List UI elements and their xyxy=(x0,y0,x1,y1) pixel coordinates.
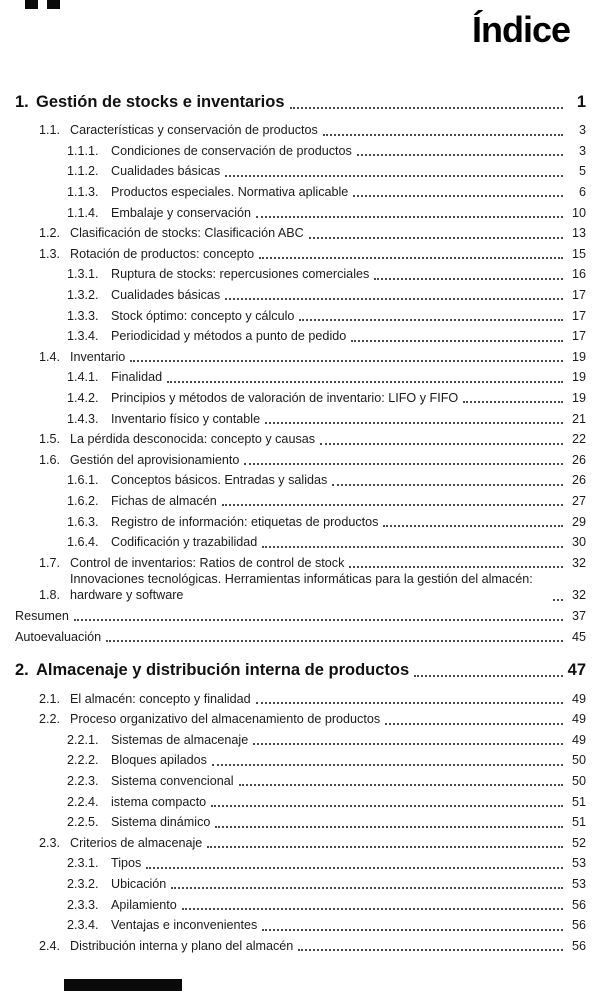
entry-title: Stock óptimo: concepto y cálculo xyxy=(111,308,295,323)
entry-number: 1.3.1. xyxy=(67,267,99,282)
toc-entry-row xyxy=(15,283,586,304)
entry-page-number: 37 xyxy=(571,609,586,624)
entry-page-number: 21 xyxy=(571,411,586,426)
entry-page-number: 53 xyxy=(571,856,586,871)
dot-leader xyxy=(211,805,563,807)
entry-title: Tipos xyxy=(111,856,142,871)
toc-entry-row xyxy=(15,728,586,749)
entry-title: La pérdida desconocida: concepto y causas xyxy=(70,432,316,447)
entry-number: 2.2.2. xyxy=(67,753,99,768)
toc-entry-row xyxy=(15,159,586,180)
dot-leader xyxy=(244,463,563,465)
dot-leader xyxy=(320,443,563,445)
entry-page-number: 47 xyxy=(567,661,586,679)
entry-page-number: 56 xyxy=(571,918,586,933)
entry-title: Finalidad xyxy=(111,370,163,385)
toc-entry-row xyxy=(15,365,586,386)
dot-leader xyxy=(171,887,563,889)
toc-entry-row xyxy=(15,221,586,242)
entry-number: 2.3.2. xyxy=(67,877,99,892)
dot-leader xyxy=(332,484,563,486)
entry-title: Inventario físico y contable xyxy=(111,411,261,426)
page-title: Índice xyxy=(471,9,570,50)
toc-entry-row xyxy=(15,406,586,427)
entry-title: Cualidades básicas xyxy=(111,164,221,179)
dot-leader xyxy=(323,134,563,136)
entry-number: 1.2. xyxy=(39,226,61,241)
entry-page-number: 1 xyxy=(576,92,586,111)
dot-leader xyxy=(130,360,563,362)
entry-number: 1.1.3. xyxy=(67,185,99,200)
toc-entry-row xyxy=(15,831,586,852)
entry-page-number: 49 xyxy=(571,691,586,706)
entry-page-number: 19 xyxy=(571,390,586,405)
entry-number: 2.2.4. xyxy=(67,794,99,809)
toc-entry-row xyxy=(15,851,586,872)
toc-entry-row xyxy=(15,624,586,645)
entry-number: 1.4.1. xyxy=(67,370,99,385)
entry-page-number: 3 xyxy=(578,123,586,138)
toc-entry-row xyxy=(15,324,586,345)
entry-page-number: 49 xyxy=(571,712,586,727)
toc-entry-row xyxy=(15,448,586,469)
dot-leader xyxy=(225,298,563,300)
entry-title: Embalaje y conservación xyxy=(111,205,252,220)
dot-leader xyxy=(74,619,563,621)
entry-page-number: 50 xyxy=(571,753,586,768)
toc-entry-row xyxy=(15,118,586,139)
entry-title: Bloques apilados xyxy=(111,753,207,768)
toc-entry-row xyxy=(15,872,586,893)
entry-number: 2.3.4. xyxy=(67,918,99,933)
toc-entry-row xyxy=(15,386,586,407)
dot-leader xyxy=(351,340,563,342)
entry-number: 1.4.2. xyxy=(67,390,99,405)
entry-title: Proceso organizativo del almacenamiento de productos xyxy=(70,712,381,727)
entry-number: 2.2.1. xyxy=(67,732,99,747)
toc-entry-row xyxy=(15,748,586,769)
entry-title: Apilamiento xyxy=(111,897,177,912)
entry-page-number: 10 xyxy=(571,205,586,220)
dot-leader xyxy=(383,525,563,527)
entry-title: Principios y métodos de valoración de inventario: LIFO y FIFO xyxy=(111,390,459,405)
entry-title: Ubicación xyxy=(111,877,167,892)
entry-number: 2.2.3. xyxy=(67,774,99,789)
toc-list xyxy=(0,50,600,955)
dot-leader xyxy=(256,216,563,218)
toc-entry-row xyxy=(15,686,586,707)
entry-number: 2.3.1. xyxy=(67,856,99,871)
entry-number: 1.1.2. xyxy=(67,164,99,179)
entry-number: 2.4. xyxy=(39,938,61,953)
dot-leader xyxy=(262,929,563,931)
entry-number: 2.2.5. xyxy=(67,815,99,830)
entry-title: Distribución interna y plano del almacén xyxy=(70,938,294,953)
entry-title: istema compacto xyxy=(111,794,207,809)
entry-page-number: 13 xyxy=(571,226,586,241)
entry-page-number: 56 xyxy=(571,938,586,953)
toc-chapter-row xyxy=(15,660,586,681)
dot-leader xyxy=(357,154,563,156)
toc-chapter-row xyxy=(15,92,586,113)
entry-number: 1.3.4. xyxy=(67,329,99,344)
entry-number: 2.1. xyxy=(39,691,61,706)
dot-leader xyxy=(259,257,563,259)
entry-page-number: 17 xyxy=(571,288,586,303)
dot-leader xyxy=(553,599,563,601)
toc-entry-row xyxy=(15,913,586,934)
toc-entry-row xyxy=(15,810,586,831)
entry-page-number: 5 xyxy=(578,164,586,179)
entry-title: Ventajas e inconvenientes xyxy=(111,918,258,933)
toc-entry-row xyxy=(15,468,586,489)
toc-entry-row xyxy=(15,551,586,572)
entry-number: 2.2. xyxy=(39,712,61,727)
dot-leader xyxy=(239,784,563,786)
entry-title: Conceptos básicos. Entradas y salidas xyxy=(111,473,328,488)
entry-page-number: 56 xyxy=(571,897,586,912)
entry-number: 1. xyxy=(15,92,29,111)
entry-page-number: 27 xyxy=(571,493,586,508)
entry-number: 2. xyxy=(15,661,29,679)
entry-title: Innovaciones tecnológicas. Herramientas informáticas para la gestión del almacén: hardware y software xyxy=(70,572,533,603)
entry-title: Autoevaluación xyxy=(15,629,102,644)
dot-leader xyxy=(353,195,563,197)
toc-entry-row xyxy=(15,604,586,625)
entry-page-number: 32 xyxy=(571,588,586,603)
entry-number: 1.6.3. xyxy=(67,514,99,529)
footer-bar xyxy=(64,979,182,991)
entry-number: 1.6.4. xyxy=(67,535,99,550)
entry-page-number: 19 xyxy=(571,349,586,364)
entry-page-number: 15 xyxy=(571,246,586,261)
dot-leader xyxy=(262,546,563,548)
entry-page-number: 32 xyxy=(571,555,586,570)
entry-title: Condiciones de conservación de productos xyxy=(111,143,352,158)
entry-number: 2.3. xyxy=(39,835,61,850)
toc-entry-row xyxy=(15,509,586,530)
entry-page-number: 29 xyxy=(571,514,586,529)
dot-leader xyxy=(106,640,563,642)
dot-leader xyxy=(374,278,563,280)
entry-title: Gestión del aprovisionamiento xyxy=(70,452,240,467)
entry-number: 1.3.3. xyxy=(67,308,99,323)
toc-entry-row xyxy=(15,427,586,448)
toc-entry-row xyxy=(15,345,586,366)
dot-leader xyxy=(265,422,563,424)
entry-page-number: 51 xyxy=(571,815,586,830)
entry-number: 1.4. xyxy=(39,349,61,364)
entry-page-number: 30 xyxy=(571,535,586,550)
dot-leader xyxy=(167,381,563,383)
entry-number: 1.3.2. xyxy=(67,288,99,303)
entry-page-number: 53 xyxy=(571,877,586,892)
print-registration-mark xyxy=(25,0,38,9)
dot-leader xyxy=(463,401,563,403)
entry-title: Sistema dinámico xyxy=(111,815,211,830)
toc-entry-row xyxy=(15,139,586,160)
entry-number: 1.7. xyxy=(39,555,61,570)
entry-page-number: 49 xyxy=(571,732,586,747)
entry-page-number: 3 xyxy=(578,143,586,158)
entry-page-number: 45 xyxy=(571,629,586,644)
entry-page-number: 52 xyxy=(571,835,586,850)
entry-page-number: 50 xyxy=(571,774,586,789)
print-registration-mark xyxy=(47,0,60,9)
entry-number: 1.1.1. xyxy=(67,143,99,158)
entry-number: 2.3.3. xyxy=(67,897,99,912)
entry-title: Resumen xyxy=(15,609,69,624)
toc-entry-row xyxy=(15,934,586,955)
dot-leader xyxy=(290,107,564,109)
dot-leader xyxy=(212,764,563,766)
entry-title: Fichas de almacén xyxy=(111,493,217,508)
entry-title: Inventario xyxy=(70,349,126,364)
entry-title: Codificación y trazabilidad xyxy=(111,535,258,550)
toc-entry-row xyxy=(15,200,586,221)
dot-leader xyxy=(349,566,563,568)
toc-entry-row xyxy=(15,769,586,790)
entry-page-number: 6 xyxy=(578,185,586,200)
entry-title: Rotación de productos: concepto xyxy=(70,246,255,261)
entry-page-number: 17 xyxy=(571,308,586,323)
entry-page-number: 22 xyxy=(571,432,586,447)
dot-leader xyxy=(215,826,563,828)
entry-page-number: 51 xyxy=(571,794,586,809)
entry-title: Cualidades básicas xyxy=(111,288,221,303)
toc-entry-row xyxy=(15,242,586,263)
dot-leader xyxy=(146,867,563,869)
toc-entry-row xyxy=(15,571,586,604)
entry-title: Control de inventarios: Ratios de control de stock xyxy=(70,555,345,570)
entry-title: Características y conservación de productos xyxy=(70,123,318,138)
entry-number: 1.1. xyxy=(39,123,61,138)
entry-number: 1.3. xyxy=(39,246,61,261)
toc-entry-row xyxy=(15,180,586,201)
entry-title: Almacenaje y distribución interna de productos xyxy=(36,661,410,679)
dot-leader xyxy=(253,743,563,745)
toc-entry-row xyxy=(15,892,586,913)
entry-title: Gestión de stocks e inventarios xyxy=(36,92,285,111)
entry-title: Sistemas de almacenaje xyxy=(111,732,249,747)
dot-leader xyxy=(309,237,563,239)
entry-title: Sistema convencional xyxy=(111,774,234,789)
toc-entry-row xyxy=(15,303,586,324)
dot-leader xyxy=(222,504,563,506)
entry-number: 1.6.1. xyxy=(67,473,99,488)
dot-leader xyxy=(256,702,563,704)
toc-entry-row xyxy=(15,530,586,551)
entry-title: Registro de información: etiquetas de productos xyxy=(111,514,379,529)
toc-entry-row xyxy=(15,489,586,510)
dot-leader xyxy=(385,723,563,725)
entry-page-number: 19 xyxy=(571,370,586,385)
toc-entry-row xyxy=(15,707,586,728)
entry-number: 1.6. xyxy=(39,452,61,467)
entry-page-number: 26 xyxy=(571,452,586,467)
dot-leader xyxy=(299,319,563,321)
entry-title: Criterios de almacenaje xyxy=(70,835,203,850)
entry-number: 1.8. xyxy=(39,588,61,603)
entry-number: 1.6.2. xyxy=(67,493,99,508)
entry-title: El almacén: concepto y finalidad xyxy=(70,691,251,706)
toc-entry-row xyxy=(15,262,586,283)
entry-title: Clasificación de stocks: Clasificación ABC xyxy=(70,226,304,241)
dot-leader xyxy=(414,675,563,677)
entry-number: 1.5. xyxy=(39,432,61,447)
dot-leader xyxy=(182,908,563,910)
entry-title: Periodicidad y métodos a punto de pedido xyxy=(111,329,347,344)
dot-leader xyxy=(225,175,563,177)
entry-title: Ruptura de stocks: repercusiones comerciales xyxy=(111,267,370,282)
entry-page-number: 26 xyxy=(571,473,586,488)
dot-leader xyxy=(298,949,563,951)
entry-page-number: 16 xyxy=(571,267,586,282)
toc-entry-row xyxy=(15,789,586,810)
entry-number: 1.1.4. xyxy=(67,205,99,220)
entry-title: Productos especiales. Normativa aplicable xyxy=(111,185,349,200)
dot-leader xyxy=(207,846,563,848)
entry-page-number: 17 xyxy=(571,329,586,344)
entry-number: 1.4.3. xyxy=(67,411,99,426)
